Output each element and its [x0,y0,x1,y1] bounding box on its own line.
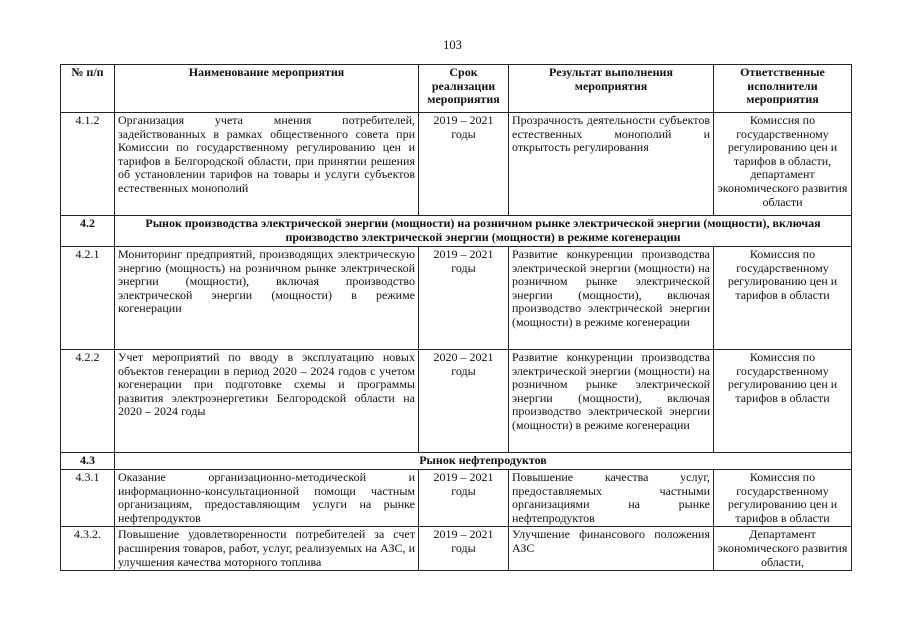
row-term: 2019 – 2021 годы [419,247,509,350]
row-result: Прозрачность деятельности субъектов естественных монополий и открытость регулирования [509,113,714,216]
table-row [61,113,852,216]
header-num: № п/п [61,65,115,113]
row-name: Оказание организационно-методической и информационно-консультационной помощи частным организациям, предоставляющим услуги на рынке нефтепродуктов [115,470,419,527]
header-executors: Ответственные исполнители мероприятия [714,65,852,113]
row-executors: Комиссия по государственному регулированию цен и тарифов в области [714,350,852,453]
row-num: 4.2.2 [61,350,115,453]
table-header-row [61,65,852,113]
row-executors: Комиссия по государственному регулированию цен и тарифов в области, департамент экономического развития области [714,113,852,216]
row-term: 2019 – 2021 годы [419,527,509,571]
row-num: 4.2.1 [61,247,115,350]
row-executors: Департамент экономического развития области, [714,527,852,571]
section-row [61,453,852,470]
table-row [61,470,852,527]
row-result: Улучшение финансового положения АЗС [509,527,714,571]
row-name: Организация учета мнения потребителей, задействованных в рамках общественного совета при Комиссии по государственному регулированию цен и тарифов в Белгородской области, при принятии решения об установлении тарифов на товары и услуги субъектов естественных монополий [115,113,419,216]
section-title: Рынок нефтепродуктов [115,453,852,470]
row-executors: Комиссия по государственному регулированию цен и тарифов в области [714,247,852,350]
row-term: 2019 – 2021 годы [419,470,509,527]
row-executors: Комиссия по государственному регулированию цен и тарифов в области [714,470,852,527]
row-num: 4.3.1 [61,470,115,527]
row-num: 4.1.2 [61,113,115,216]
table-row [61,350,852,453]
section-num: 4.2 [61,216,115,247]
measures-table [60,64,852,571]
row-name: Учет мероприятий по вводу в эксплуатацию новых объектов генерации в период 2020 – 2024 годов с учетом когенерации при подготовке схемы и программы развития электроэнергетики Белгородской области на 2020 – 2024 годы [115,350,419,453]
row-result: Повышение качества услуг, предоставляемых частными организациями на рынке нефтепродуктов [509,470,714,527]
header-name: Наименование мероприятия [115,65,419,113]
row-term: 2020 – 2021 годы [419,350,509,453]
row-result: Развитие конкуренции производства электрической энергии (мощности) на розничном рынке электрической энергии (мощности), включая производство электрической энергии (мощности) в режиме когенерации [509,247,714,350]
row-term: 2019 – 2021 годы [419,113,509,216]
header-term: Срок реализации мероприятия [419,65,509,113]
header-result: Результат выполнения мероприятия [509,65,714,113]
table-row [61,527,852,571]
row-name: Повышение удовлетворенности потребителей за счет расширения товаров, работ, услуг, реализуемых на АЗС, и улучшения качества моторного топлива [115,527,419,571]
row-name: Мониторинг предприятий, производящих электрическую энергию (мощность) на розничном рынке электрической энергии (мощности), включая производство электрической энергии (мощности) в режиме когенерации [115,247,419,350]
table-row [61,247,852,350]
section-row [61,216,852,247]
row-num: 4.3.2. [61,527,115,571]
section-num: 4.3 [61,453,115,470]
row-result: Развитие конкуренции производства электрической энергии (мощности) на розничном рынке электрической энергии (мощности), включая производство электрической энергии (мощности) в режиме когенерации [509,350,714,453]
section-title: Рынок производства электрической энергии (мощности) на розничном рынке электрической энергии (мощности), включая производство электрической энергии (мощности) в режиме когенерации [115,216,852,247]
page-number: 103 [443,38,462,52]
